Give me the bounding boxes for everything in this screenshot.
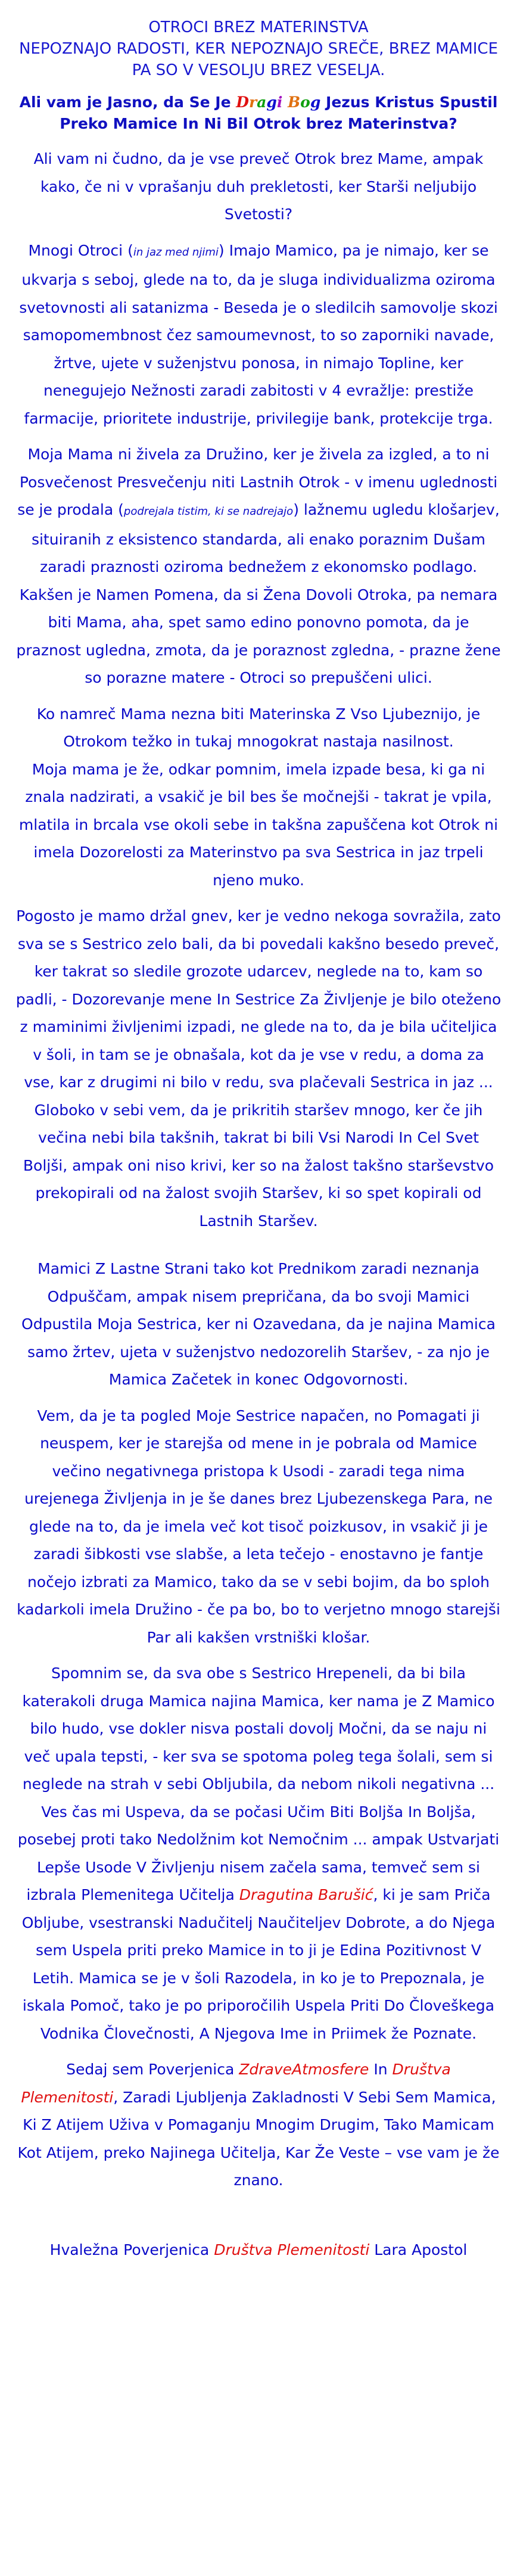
brand-zdrave-atmosfere: ZdraveAtmosfere xyxy=(239,2061,369,2078)
paragraph-10-c: , Zaradi Ljubljenja Zakladnosti V Sebi Sem Mamica, Ki Z Atijem Uživa v Pomaganju Mnogim Drugim, Tako Mamicam Kot Atijem, preko Najinega Učitelja, Kar Že Veste – vse vam je že znano. xyxy=(17,2088,500,2189)
intro-question xyxy=(15,92,502,135)
signature xyxy=(15,2236,502,2264)
paragraph-4: Kakšen je Namen Pomena, da si Žena Dovoli Otroka, pa nemara biti Mama, aha, spet samo edino ponovno pomota, da je praznost ugledna, zmota, da je poraznost zgledna, - prazne žene so porazne matere - Otroci so prepuščeni ulici. xyxy=(16,586,501,686)
signature-brand: Društva Plemenitosti xyxy=(214,2241,370,2258)
signature-a: Hvaležna Poverjenica xyxy=(49,2241,214,2258)
paragraph-3-note: podrejala tistim, ki se nadrejajo xyxy=(123,505,294,518)
paragraph-3-b: ) lažnemu ugledu klošarjev, situiranih z eksistenco standarda, ali enako poraznim Dušam zaradi praznosti oziroma bednežem z ekonomsko podlago. xyxy=(31,501,500,575)
paragraph-5a: Ko namreč Mama nezna biti Materinska Z Vso Ljubeznijo, je Otrokom težko in tukaj mnogokrat nastaja nasilnost. xyxy=(36,705,481,750)
paragraph-3 xyxy=(15,441,502,581)
paragraph-10 xyxy=(15,2056,502,2195)
dragi-bog-letter: g xyxy=(266,94,277,111)
dragi-bog-letter: B xyxy=(288,94,301,111)
dragi-bog-name xyxy=(236,94,320,111)
paragraph-2 xyxy=(15,237,502,433)
title-line-1: OTROCI BREZ MATERINSTVA xyxy=(148,18,369,36)
dragi-bog-letter: o xyxy=(300,94,310,111)
intro-before: Ali vam je Jasno, da Se Je xyxy=(19,94,236,111)
dragi-bog-letter: D xyxy=(236,94,249,111)
paragraph-7: Mamici Z Lastne Strani tako kot Prednikom zaradi neznanja Odpuščam, ampak nisem prepričana, da bo svoji Mamici Odpustila Moja Sestrica, ker ni Ozavedana, da je najina Mamica samo žrtev, ujeta v suženjstvo nedozorelih Staršev, - za njo je Mamica Začetek in konec Odgovornosti. xyxy=(21,1260,496,1388)
paragraph-2-a: Mnogi Otroci ( xyxy=(28,241,133,259)
dragi-bog-letter xyxy=(282,94,288,111)
paragraph-6: Pogosto je mamo držal gnev, ker je vedno nekoga sovražila, zato sva se s Sestrico zelo bali, da bi povedali kakšno besedo preveč, ker takrat so sledile grozote udarcev, neglede na to, kam so padli, - Dozorevanje mene In Sestrice Za Življenje je bilo oteženo z maminimi življenimi izpadi, ne glede na to, da je bila učiteljica v šoli, in tam se je obnašala, kot da je vse v redu, a doma za vse, kar z drugimi ni bilo v redu, sva plačevali Sestrica in jaz ... Globoko v sebi vem, da je prikritih staršev mnogo, ker če jih večina nebi bila takšnih, takrat bi bili Vsi Narodi In Cel Svet Boljši, ampak oni niso krivi, ker so na žalost takšno starševstvo prekopirali od na žalost svojih Staršev, ki so spet kopirali od Lastnih Staršev. xyxy=(15,907,502,1230)
intro-after: Jezus Kristus Spustil Preko Mamice In Ni Bil Otrok brez Materinstva? xyxy=(60,94,498,132)
signature-b: Lara Apostol xyxy=(369,2241,468,2258)
brand-drustva-plemenitosti: Društva Plemenitosti xyxy=(21,2061,451,2106)
paragraph-10-a: Sedaj sem Poverjenica xyxy=(66,2061,239,2078)
teacher-name: Dragutina Barušić xyxy=(239,1886,373,1903)
dragi-bog-letter: g xyxy=(310,94,321,111)
paragraph-10-b: In xyxy=(369,2061,393,2078)
paragraph-3-a: Moja Mama ni živela za Družino, ker je živela za izgled, a to ni Posvečenost Presvečenju niti Lastnih Otrok - v imenu uglednosti se je prodala ( xyxy=(17,446,498,518)
paragraph-9-b: , ki je sam Priča Obljube, vsestranski Nadučitelj Naučiteljev Dobrote, a do Njega sem Uspela priti preko Mamice in to ji je Edina Pozitivnost V Letih. Mamica se je v šoli Razodela, in ko je to Prepoznala, je iskala Pomoč, tako je po priporočilih Uspela Priti Do Človeškega Vodnika Človečnosti, A Njegova Ime in Priimek že Poznate. xyxy=(21,1886,496,2042)
dragi-bog-letter: r xyxy=(248,94,257,111)
paragraph-2-b: ) Imajo Mamico, pa je nimajo, ker se ukvarja s seboj, glede na to, da je sluga individualizma oziroma svetovnosti ali satanizma - Beseda je o sledilcih samovolje skozi samopomembnost čez samoumevnost, to so zaporniki navade, žrtve, ujete v suženjstvu ponosa, in nimajo Topline, ker nenegujejo Nežnosti zaradi zabitosti v 4 evražlje: prestiže farmacije, prioritete industrije, privilegije bank, protekcije trga. xyxy=(19,241,498,427)
paragraph-1: Ali vam ni čudno, da je vse preveč Otrok brez Mame, ampak kako, če ni v vprašanju duh prekletosti, ker Starši neljubijo Svetosti? xyxy=(33,150,484,223)
dragi-bog-letter: i xyxy=(276,94,283,111)
paragraph-5b: Moja mama je že, odkar pomnim, imela izpade besa, ki ga ni znala nadzirati, a vsakič je bil bes še močnejši - takrat je vpila, mlatila in brcala vse okoli sebe in takšna zapuščena kot Otrok ni imela Dozorelosti za Materinstvo pa sva Sestrica in jaz trpeli njeno muko. xyxy=(18,760,499,889)
paragraph-9 xyxy=(15,1660,502,2048)
paragraph-9-a: Spomnim se, da sva obe s Sestrico Hrepeneli, da bi bila katerakoli druga Mamica najina Mamica, ker nama je Z Mamico bilo hudo, vse dokler nisva postali dovolj Močni, da se naju ni več upala tepsti, - ker sva se spotoma poleg tega šolali, sem si neglede na strah v sebi Obljubila, da nebom nikoli negativna ... Ves čas mi Uspeva, da se počasi Učim Biti Boljša In Boljša, posebej proti tako Nedolžnim kot Nemočnim ... ampak Ustvarjati Lepše Usode V Življenju nisem začela sama, temveč sem si izbrala Plemenitega Učitelja xyxy=(17,1665,500,1903)
title-line-2: NEPOZNAJO RADOSTI, KER NEPOZNAJO SREČE, BREZ MAMICE PA SO V VESOLJU BREZ VESELJA. xyxy=(18,40,499,79)
paragraph-8: Vem, da je ta pogled Moje Sestrice napačen, no Pomagati ji neuspem, ker je starejša od mene in je pobrala od Mamice večino negativnega pristopa k Usodi - zaradi tega nima urejenega Življenja in je še danes brez Ljubezenskega Para, ne glede na to, da je imela več kot tisoč poizkusov, in vsakič ji je zaradi šibkosti vse slabše, a leta tečejo - enostavno je fantje nočejo izbrati za Mamico, tako da se v sebi bojim, da bo sploh kadarkoli imela Družino - če pa bo, bo to verjetno mnogo starejši Par ali kakšen vrstniški klošar. xyxy=(17,1407,500,1646)
dragi-bog-letter: a xyxy=(257,94,267,111)
page-title xyxy=(15,17,502,81)
paragraph-2-note: in jaz med njimi xyxy=(133,245,219,259)
